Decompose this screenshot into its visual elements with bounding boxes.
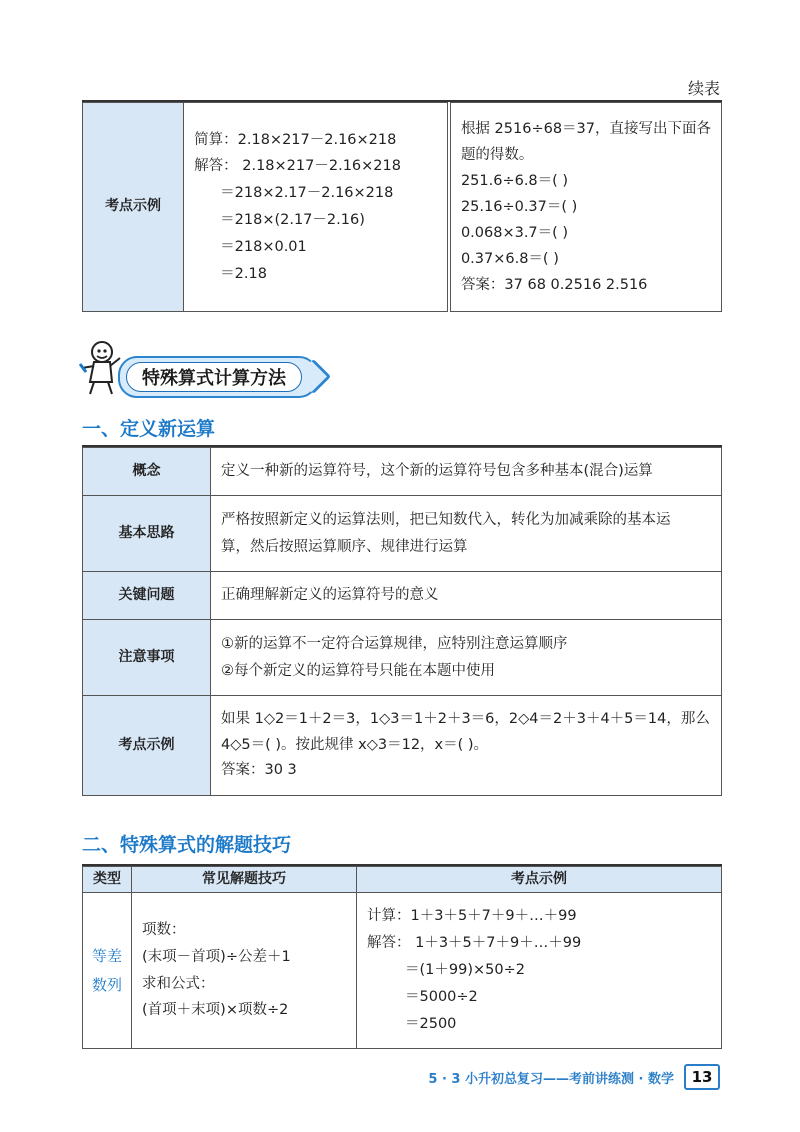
- banner-title: 特殊算式计算方法: [126, 362, 302, 392]
- simplify-line: ＝2.18: [220, 265, 267, 282]
- simplify-example: [184, 103, 449, 312]
- footer-book-title: 5 · 3 小升初总复习——考前讲练测 · 数学: [428, 1072, 674, 1087]
- note-line: ②每个新定义的运算符号只能在本题中使用: [221, 662, 495, 679]
- simplify-line: ＝218×(2.17－2.16): [220, 212, 365, 228]
- note-line: ①新的运算不一定符合运算规律，应特别注意运算顺序: [221, 635, 568, 652]
- simplify-line: ＝218×0.01: [220, 238, 307, 255]
- sequence-example-cell: [357, 893, 722, 1049]
- row-label-exam-example: 考点示例: [83, 103, 184, 312]
- header-type: 类型: [83, 867, 132, 893]
- header-example: 考点示例: [357, 867, 722, 893]
- new-operation-table: [82, 447, 722, 796]
- continued-label: 续表: [687, 79, 720, 98]
- section1-title: 一、定义新运算: [82, 418, 216, 440]
- notes-text: [211, 620, 722, 696]
- type-arithmetic-sequence: [83, 893, 132, 1049]
- concept-text: [211, 448, 722, 496]
- division-line: 0.37×6.8＝( ): [460, 251, 559, 268]
- type-line: 数列: [91, 975, 122, 994]
- example-answer: 答案：30 3: [221, 762, 297, 779]
- division-answer: 答案：37 68 0.2516 2.516: [460, 277, 648, 294]
- example-line: ＝2500: [405, 1015, 457, 1032]
- example-line: 解答： 1＋3＋5＋7＋9＋…＋99: [367, 935, 582, 952]
- division-line: 25.16÷0.37＝( ): [460, 198, 578, 215]
- page-number: 13: [684, 1064, 720, 1090]
- row-label-notes: 注意事项: [83, 620, 211, 696]
- tip-line: 求和公式：: [142, 975, 215, 992]
- division-line: 251.6÷6.8＝( ): [460, 172, 569, 189]
- approach-line: 算，然后按照运算顺序、规律进行运算: [221, 538, 468, 555]
- division-example: [449, 103, 722, 312]
- row-label-key-problem: 关键问题: [83, 572, 211, 620]
- key-problem-line: 正确理解新定义的运算符号的意义: [221, 587, 439, 604]
- header-tips: 常见解题技巧: [132, 867, 357, 893]
- tips-cell: [132, 893, 357, 1049]
- example-line: 如果 1◇2＝1＋2＝3，1◇3＝1＋2＋3＝6，2◇4＝2＋3＋4＋5＝14，那么: [221, 711, 710, 728]
- division-line: 根据 2516÷68＝37，直接写出下面各: [460, 120, 711, 137]
- example-line: ＝(1＋99)×50÷2: [405, 962, 525, 979]
- key-problem-text: [211, 572, 722, 620]
- example-line: ＝5000÷2: [405, 988, 478, 1005]
- division-line: 0.068×3.7＝( ): [460, 225, 569, 242]
- tip-line: 项数：: [142, 921, 186, 938]
- row-label-basic-approach: 基本思路: [83, 496, 211, 572]
- simplify-line: 解答： 2.18×217－2.16×218: [194, 158, 401, 175]
- approach-line: 严格按照新定义的运算法则，把已知数代入，转化为加减乘除的基本运: [221, 511, 671, 528]
- row-label-concept: 概念: [83, 448, 211, 496]
- division-line: 题的得数。: [460, 146, 534, 163]
- section-banner: [118, 356, 318, 398]
- pencil-mascot-icon: [76, 338, 124, 396]
- example-line: 计算：1＋3＋5＋7＋9＋…＋99: [367, 908, 577, 925]
- new-operation-example: [211, 696, 722, 796]
- type-line: 等差: [91, 947, 122, 965]
- row-label-exam-example-2: 考点示例: [83, 696, 211, 796]
- top-example-table: [82, 102, 722, 312]
- tip-line: (首项＋末项)×项数÷2: [142, 1002, 289, 1019]
- concept-line: 定义一种新的运算符号，这个新的运算符号包含多种基本(混合)运算: [221, 463, 653, 480]
- example-line: 4◇5＝( )。按此规律 x◇3＝12，x＝( )。: [221, 736, 489, 753]
- section2-title: 二、特殊算式的解题技巧: [82, 834, 292, 856]
- simplify-line: 简算：2.18×217－2.16×218: [194, 131, 397, 148]
- simplify-line: ＝218×2.17－2.16×218: [220, 185, 394, 202]
- basic-approach-text: [211, 496, 722, 572]
- tip-line: (末项－首项)÷公差＋1: [142, 948, 291, 965]
- special-formula-table: [82, 866, 722, 1049]
